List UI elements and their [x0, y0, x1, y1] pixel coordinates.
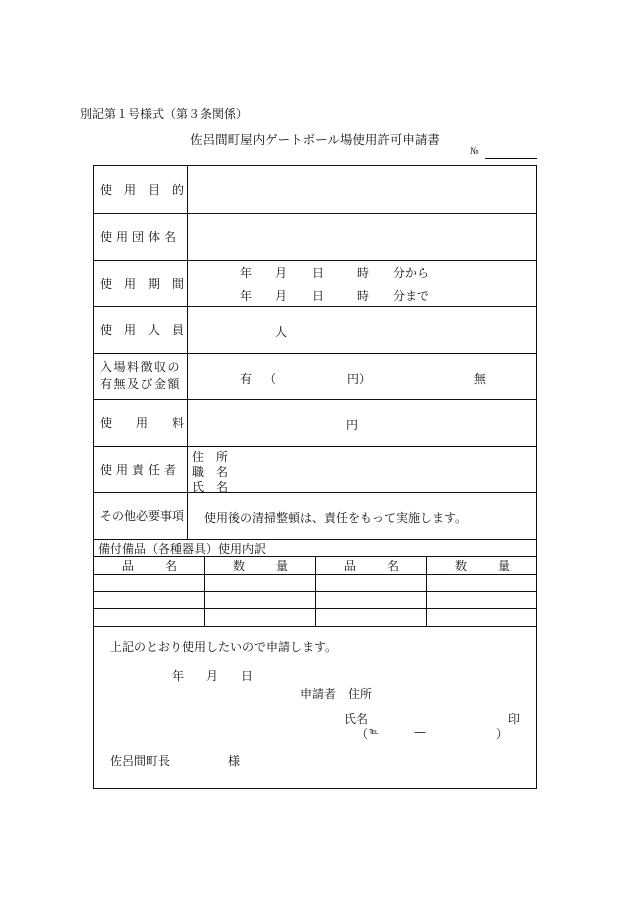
equipment-qty-header: 数 量 [455, 559, 510, 573]
label-column-divider [187, 166, 188, 539]
equipment-qty-header: 数 量 [233, 559, 288, 573]
group-name-label: 使用団体名 [100, 230, 181, 244]
persons-label: 使 用 人 員 [100, 323, 184, 337]
tel-label: ℡ [369, 727, 379, 737]
applicant-name-label: 氏名 [344, 712, 369, 726]
number-field-line[interactable] [485, 158, 537, 159]
manager-label: 使用責任者 [100, 462, 181, 477]
equipment-item-header: 品 名 [122, 559, 177, 573]
row-divider [94, 626, 536, 627]
tel-close-paren: ） [496, 727, 509, 741]
usage-fee-unit: 円 [346, 418, 359, 432]
purpose-field[interactable] [189, 167, 536, 212]
equipment-item-header: 品 名 [344, 559, 399, 573]
period-label: 使 用 期 間 [100, 276, 184, 291]
entrance-fee-label: 入場料徴収の 有無及び金額 [100, 360, 182, 391]
equipment-section-title: 備付備品（各種器具）使用内訳 [98, 542, 267, 556]
number-label: № [470, 147, 479, 157]
other-requirements-label: その他必要事項 [100, 509, 185, 523]
tel-dash: — [414, 725, 426, 739]
application-form-table: 使 用 目 的 使用団体名 使 用 期 間 年 月 日 時 分から 年 月 日 時 分まで 使 用 人 員 人 入場料徴収の 有無及び金額 有 （ 円） 無 使 用 料 円 使用責任者 住 所 職 名 氏 名 その他必要事項 使用後の清掃整頓は、責任をもって実施します。 備付備品（各種器具）使用内訳 品 名 数 量 品 名 数 量 上記のとおり使用したいので申請します。 年 月 日 申請者 住所 氏名 印 （ ℡ — ） 佐呂間町長 様 [93, 165, 537, 789]
equipment-column-divider [426, 556, 427, 626]
manager-name-label: 氏 名 [192, 480, 229, 494]
other-requirements-text: 使用後の清掃整頓は、責任をもって実施します。 [204, 511, 468, 525]
applicant-address-label: 申請者 住所 [300, 687, 373, 701]
honorific: 様 [228, 754, 241, 768]
seal-mark: 印 [508, 712, 521, 726]
manager-address-label: 住 所 [192, 450, 229, 464]
persons-unit: 人 [275, 325, 288, 339]
application-statement: 上記のとおり使用したいので申請します。 [110, 640, 338, 654]
form-reference: 別記第１号様式（第３条関係） [80, 107, 249, 121]
tel-open-paren: （ [356, 727, 369, 741]
group-name-field[interactable] [189, 214, 536, 259]
fee-open-paren: （ [264, 372, 277, 386]
purpose-label: 使 用 目 的 [100, 183, 184, 197]
usage-fee-label: 使 用 料 [100, 416, 184, 430]
fee-no-option[interactable]: 無 [474, 372, 487, 386]
document-title: 佐呂間町屋内ゲートボール場使用許可申請書 [190, 132, 440, 147]
addressee: 佐呂間町長 [110, 754, 171, 768]
fee-yes-option[interactable]: 有 [240, 372, 253, 386]
equipment-column-divider [204, 556, 205, 626]
equipment-column-divider [315, 556, 316, 626]
fee-yen-unit: 円） [347, 372, 372, 386]
manager-post-label: 職 名 [192, 465, 229, 479]
